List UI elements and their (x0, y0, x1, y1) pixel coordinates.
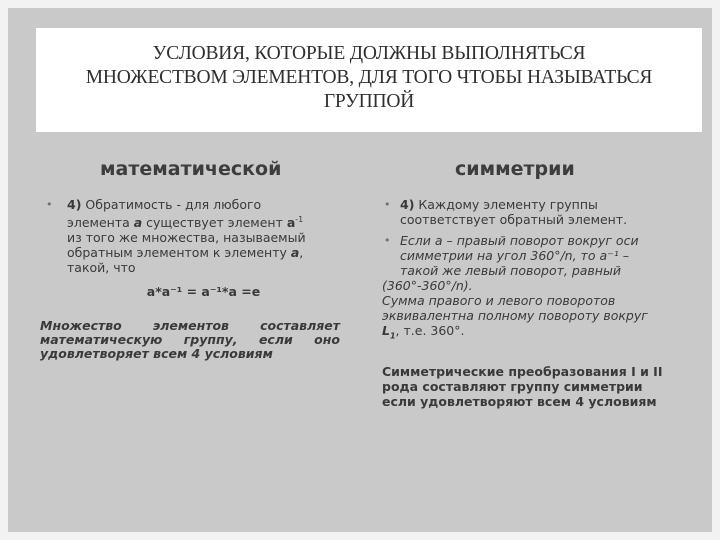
item-text: такой, что (67, 260, 136, 276)
variable: a (133, 215, 143, 231)
item-text: Обратимость - для любого (81, 197, 262, 212)
left-column-heading: математической (100, 158, 282, 180)
list-item (40, 197, 340, 299)
item-text: Если a – правый поворот вокруг оси (400, 233, 639, 248)
item-text: элемента (67, 215, 134, 231)
paragraph-text: Сумма правого и левого поворотов (382, 293, 616, 308)
item-text: из того же множества, называемый (67, 230, 306, 246)
item-text: существует элемент (142, 215, 287, 231)
title-line-3: ГРУППОЙ (323, 91, 415, 112)
axis-symbol: L (382, 323, 390, 338)
bullet-icon: • (384, 198, 391, 211)
exponent: -1 (295, 215, 304, 224)
right-column-heading: симметрии (455, 158, 575, 180)
paragraph-text: эквивалентна полному повороту вокруг (382, 308, 648, 323)
right-column (378, 197, 663, 409)
item-text: симметрии на угол 360°/n, то a⁻¹ – (400, 248, 629, 263)
item-text: такой же левый поворот, равный (400, 263, 621, 278)
list-item (378, 233, 663, 278)
item-number: 4) (67, 197, 82, 212)
item-text: Каждому элементу группы (414, 197, 598, 212)
subscript: 1 (389, 331, 396, 341)
paragraph-text: (360°-360°/n). (382, 278, 473, 293)
right-summary (378, 364, 663, 409)
title-line-2: МНОЖЕСТВОМ ЭЛЕМЕНТОВ, ДЛЯ ТОГО ЧТОБЫ НАЗЫВАТЬСЯ (85, 67, 653, 88)
item-number: 4) (400, 197, 415, 212)
title-line-1: УСЛОВИЯ, КОТОРЫЕ ДОЛЖНЫ ВЫПОЛНЯТЬСЯ (152, 43, 586, 64)
item-text: соответствует обратный элемент. (400, 212, 628, 227)
list-item (378, 197, 663, 227)
bullet-icon: • (46, 198, 53, 211)
item-text: , (299, 245, 304, 261)
left-column (40, 197, 340, 361)
summary-text: рода составляют группу симметрии (382, 378, 643, 394)
slide-title (36, 42, 702, 114)
bullet-icon: • (384, 234, 391, 247)
variable: a (290, 245, 300, 261)
formula: a*a⁻¹ = a⁻¹*a =e (146, 284, 261, 300)
summary-text: Симметрические преобразования I и II (382, 363, 663, 379)
item-text: обратным элементом к элементу (67, 245, 291, 261)
variable: a (286, 215, 296, 231)
title-box (36, 28, 702, 132)
paragraph-text: , т.е. 360°. (395, 323, 465, 338)
paragraph (378, 278, 663, 344)
left-summary: Множество элементов составляет математическую группу, если оно удовлетворяет всем 4 условиям (40, 318, 340, 362)
summary-text: если удовлетворяют всем 4 условиям (382, 393, 657, 409)
